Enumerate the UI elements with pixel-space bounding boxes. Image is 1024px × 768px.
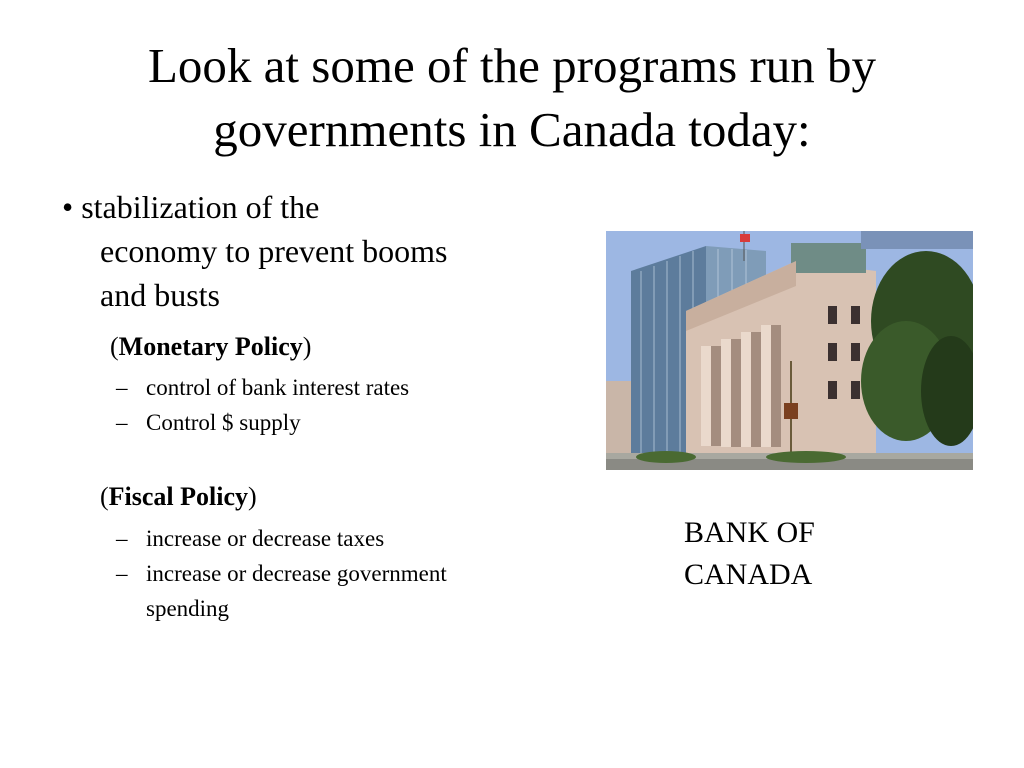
list-item-text: increase or decrease government	[146, 561, 447, 586]
main-bullet-line-3: and busts	[100, 277, 220, 313]
fiscal-paren-open: (	[100, 482, 109, 511]
dash-marker: –	[116, 561, 128, 586]
list-item	[116, 556, 556, 626]
monetary-paren-open: (	[110, 332, 119, 361]
bullet-marker: •	[62, 189, 74, 225]
list-item-text-continued: spending	[146, 596, 230, 621]
main-bullet-line-2: economy to prevent booms	[100, 233, 448, 269]
slide-title-line-2: governments in Canada today:	[213, 102, 811, 157]
list-item-text: Control $ supply	[146, 410, 301, 435]
photo-caption-line-1: BANK OF	[684, 516, 815, 549]
fiscal-policy-heading	[100, 482, 257, 512]
list-item	[116, 370, 409, 405]
dash-marker: –	[116, 410, 128, 435]
dash-marker: –	[116, 375, 128, 400]
dash-marker: –	[116, 526, 128, 551]
fiscal-policy-label: Fiscal Policy	[108, 482, 249, 511]
fiscal-paren-close: )	[248, 482, 257, 511]
monetary-paren-close: )	[302, 332, 312, 361]
list-item-text: control of bank interest rates	[146, 375, 410, 400]
photo-caption-line-2: CANADA	[684, 558, 813, 591]
monetary-policy-label: Monetary Policy	[118, 332, 303, 361]
main-bullet	[62, 185, 562, 317]
list-item	[116, 521, 556, 556]
fiscal-policy-list	[116, 521, 556, 626]
slide-title	[40, 34, 984, 162]
bank-of-canada-photo	[606, 231, 973, 470]
monetary-policy-list	[116, 370, 409, 440]
slide-title-line-1: Look at some of the programs run by	[147, 38, 877, 93]
monetary-policy-heading	[110, 332, 311, 362]
photo-caption	[684, 512, 815, 596]
list-item	[116, 405, 409, 440]
list-item-text: increase or decrease taxes	[146, 526, 385, 551]
bank-building-image	[606, 231, 973, 470]
main-bullet-line-1: stabilization of the	[81, 189, 320, 225]
